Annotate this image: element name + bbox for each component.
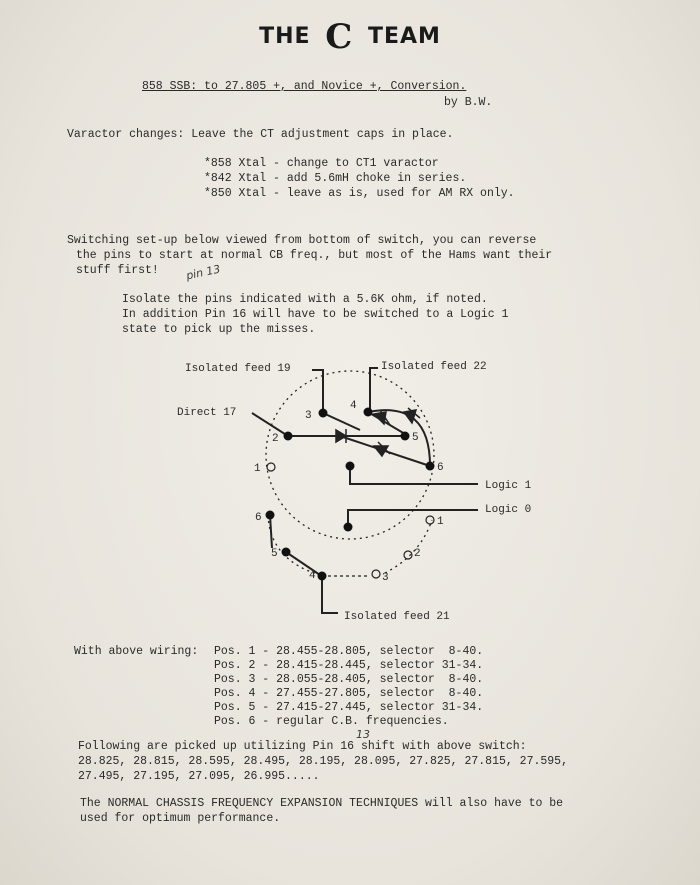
footer-line: used for optimum performance. [80,812,281,825]
pin-number: 6 [255,512,262,524]
isolate-line: state to pick up the misses. [122,323,316,336]
switching-line: stuff first! [76,264,159,277]
isolated-feed-21-wire [322,576,338,613]
title-the: THE [259,24,311,49]
isolate-line: In addition Pin 16 will have to be switched to a Logic 1 [122,308,509,321]
wiring-position: Pos. 6 - regular C.B. frequencies. [214,715,449,728]
varactor-heading: Varactor changes: Leave the CT adjustment caps in place. [67,128,454,141]
byline: by B.W. [444,96,493,109]
isolated-feed-19-wire [312,370,323,413]
pin-number: 6 [437,462,444,474]
varactor-item: *850 Xtal - leave as is, used for AM RX only. [204,187,515,200]
footer-line: The NORMAL CHASSIS FREQUENCY EXPANSION TECHNIQUES will also have to be [80,797,564,810]
handwritten-13-note: 13 [356,728,370,741]
varactor-item: *842 Xtal - add 5.6mH choke in series. [204,172,467,185]
direct-17-wire [252,413,288,436]
upper-wafer-outline [266,371,434,539]
wiring-position: Pos. 2 - 28.415-28.445, selector 31-34. [214,659,484,672]
wiring-position: Pos. 1 - 28.455-28.805, selector 8-40. [214,645,484,658]
c-team-logo: C [325,17,354,57]
label-isolated-feed-22: Isolated feed 22 [381,361,487,373]
handwritten-pin-note: pin 13 [185,262,222,283]
label-isolated-feed-19: Isolated feed 19 [185,363,291,375]
label-direct-17: Direct 17 [177,407,237,419]
following-line: 28.825, 28.815, 28.595, 28.495, 28.195, 28.095, 27.825, 27.815, 27.595, [78,755,568,768]
label-logic-1: Logic 1 [485,480,532,492]
wiring-position: Pos. 5 - 27.415-27.445, selector 31-34. [214,701,484,714]
pin-number: 4 [309,570,316,582]
pin-number: 5 [271,548,278,560]
pin-number: 1 [437,516,444,528]
logic-0-wire [348,510,478,527]
following-line: 27.495, 27.195, 27.095, 26.995..... [78,770,320,783]
isolate-line: Isolate the pins indicated with a 5.6K ohm, if noted. [122,293,488,306]
pin-number: 3 [382,572,389,584]
pin-number: 2 [272,433,279,445]
logic-1-wire [350,466,478,484]
pin-number: 3 [305,410,312,422]
isolated-feed-22-wire [370,368,378,412]
subtitle: 858 SSB: to 27.805 +, and Novice +, Conversion. [142,80,467,93]
label-logic-0: Logic 0 [485,504,532,516]
pin-number: 4 [350,400,357,412]
pin-number: 1 [254,463,261,475]
pin-number: 2 [414,548,421,560]
switching-line: the pins to start at normal CB freq., but most of the Hams want their [76,249,553,262]
label-isolated-feed-21: Isolated feed 21 [344,611,450,623]
lower-wafer-outline [268,515,320,575]
pin-number: 5 [412,432,419,444]
title-team: TEAM [367,24,441,49]
varactor-item: *858 Xtal - change to CT1 varactor [204,157,439,170]
following-line: Following are picked up utilizing Pin 16 shift with above switch: [78,740,527,753]
wiring-position: Pos. 3 - 28.055-28.405, selector 8-40. [214,673,484,686]
wiring-position: Pos. 4 - 27.455-27.805, selector 8-40. [214,687,484,700]
switching-line: Switching set-up below viewed from bottom of switch, you can reverse [67,234,537,247]
diode-symbols [336,408,420,456]
wiring-intro: With above wiring: [74,645,199,658]
